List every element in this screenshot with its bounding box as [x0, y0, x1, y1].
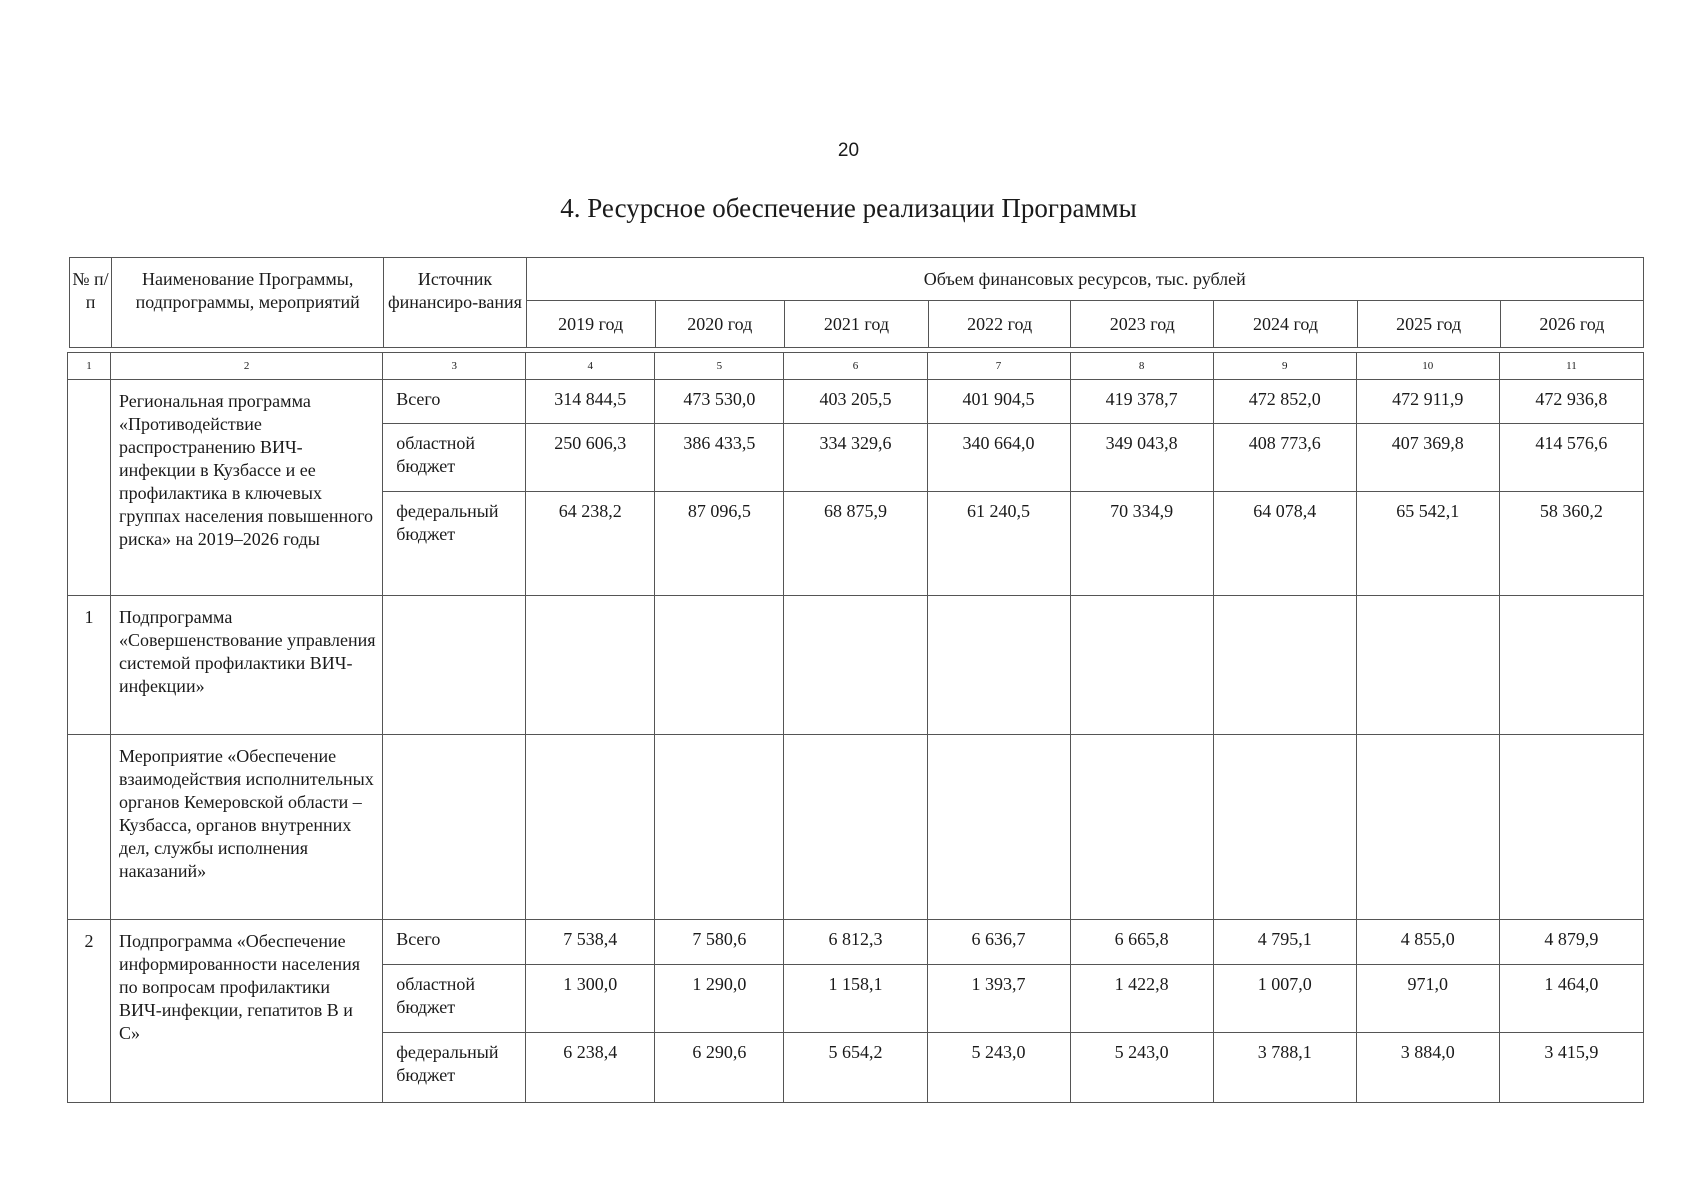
header-no: № п/п	[70, 258, 112, 348]
amount-cell: 1 300,0	[526, 965, 655, 1033]
funding-source: федеральный бюджет	[383, 492, 526, 596]
amount-cell: 1 393,7	[927, 965, 1070, 1033]
funding-source: федеральный бюджет	[383, 1033, 526, 1103]
amount-cell: 403 205,5	[784, 380, 927, 424]
amount-cell: 3 884,0	[1356, 1033, 1499, 1103]
header-name: Наименование Программы, подпрограммы, мероприятий	[112, 258, 384, 348]
amount-cell: 314 844,5	[526, 380, 655, 424]
amount-cell: 1 007,0	[1213, 965, 1356, 1033]
header-source: Источник финансиро-вания	[384, 258, 526, 348]
amount-cell: 472 936,8	[1499, 380, 1643, 424]
subprogram-name: Подпрограмма «Совершенствование управления системой профилактики ВИЧ-инфекции»	[111, 596, 383, 735]
amount-cell: 1 464,0	[1499, 965, 1643, 1033]
column-index: 2	[111, 353, 383, 380]
row-number: 2	[68, 920, 111, 1103]
amount-cell: 408 773,6	[1213, 424, 1356, 492]
column-index: 10	[1356, 353, 1499, 380]
column-index: 11	[1499, 353, 1643, 380]
amount-cell: 4 879,9	[1499, 920, 1643, 965]
column-index: 7	[927, 353, 1070, 380]
amount-cell: 5 243,0	[1070, 1033, 1213, 1103]
table-row	[68, 380, 1644, 424]
amount-cell: 340 664,0	[927, 424, 1070, 492]
amount-cell: 70 334,9	[1070, 492, 1213, 596]
amount-cell: 68 875,9	[784, 492, 927, 596]
header-volume: Объем финансовых ресурсов, тыс. рублей	[526, 258, 1643, 301]
funding-source: Всего	[383, 380, 526, 424]
column-index: 8	[1070, 353, 1213, 380]
column-index: 5	[655, 353, 784, 380]
column-index-row	[68, 353, 1644, 380]
section-title: 4. Ресурсное обеспечение реализации Программы	[560, 193, 1137, 223]
table-row	[68, 735, 1644, 920]
row-number	[68, 735, 111, 920]
page-number: 20	[837, 140, 860, 161]
table-body	[67, 352, 1644, 1103]
header-year: 2024 год	[1214, 301, 1357, 348]
header-year: 2019 год	[526, 301, 655, 348]
amount-cell: 5 243,0	[927, 1033, 1070, 1103]
amount-cell: 7 580,6	[655, 920, 784, 965]
subprogram-name: Подпрограмма «Обеспечение информированности населения по вопросам профилактики ВИЧ-инфекции, гепатитов В и С»	[111, 920, 383, 1103]
amount-cell: 6 238,4	[526, 1033, 655, 1103]
amount-cell: 4 855,0	[1356, 920, 1499, 965]
amount-cell: 61 240,5	[927, 492, 1070, 596]
header-year: 2022 год	[929, 301, 1071, 348]
amount-cell: 3 788,1	[1213, 1033, 1356, 1103]
header-year: 2026 год	[1500, 301, 1643, 348]
table-header	[69, 257, 1644, 348]
amount-cell: 6 812,3	[784, 920, 927, 965]
row-number: 1	[68, 596, 111, 735]
column-index: 6	[784, 353, 927, 380]
amount-cell: 419 378,7	[1070, 380, 1213, 424]
amount-cell: 407 369,8	[1356, 424, 1499, 492]
amount-cell: 4 795,1	[1213, 920, 1356, 965]
amount-cell: 7 538,4	[526, 920, 655, 965]
table-row	[68, 596, 1644, 735]
amount-cell: 472 911,9	[1356, 380, 1499, 424]
header-year: 2020 год	[655, 301, 784, 348]
amount-cell: 6 636,7	[927, 920, 1070, 965]
amount-cell: 1 422,8	[1070, 965, 1213, 1033]
amount-cell: 64 078,4	[1213, 492, 1356, 596]
funding-source: Всего	[383, 920, 526, 965]
header-year: 2025 год	[1357, 301, 1500, 348]
amount-cell: 6 665,8	[1070, 920, 1213, 965]
program-name: Региональная программа «Противодействие распространению ВИЧ-инфекции в Кузбассе и ее профилактика в ключевых группах населения повышенного риска» на 2019–2026 годы	[111, 380, 383, 596]
amount-cell: 334 329,6	[784, 424, 927, 492]
amount-cell: 64 238,2	[526, 492, 655, 596]
funding-source: областной бюджет	[383, 424, 526, 492]
amount-cell: 65 542,1	[1356, 492, 1499, 596]
amount-cell: 3 415,9	[1499, 1033, 1643, 1103]
column-index: 3	[383, 353, 526, 380]
header-year: 2023 год	[1071, 301, 1214, 348]
amount-cell: 473 530,0	[655, 380, 784, 424]
column-index: 4	[526, 353, 655, 380]
row-number	[68, 380, 111, 596]
amount-cell: 349 043,8	[1070, 424, 1213, 492]
amount-cell: 5 654,2	[784, 1033, 927, 1103]
amount-cell: 250 606,3	[526, 424, 655, 492]
header-year: 2021 год	[784, 301, 928, 348]
amount-cell: 87 096,5	[655, 492, 784, 596]
column-index: 9	[1213, 353, 1356, 380]
funding-source: областной бюджет	[383, 965, 526, 1033]
table-row	[68, 920, 1644, 965]
amount-cell: 401 904,5	[927, 380, 1070, 424]
amount-cell: 971,0	[1356, 965, 1499, 1033]
amount-cell: 414 576,6	[1499, 424, 1643, 492]
measure-name: Мероприятие «Обеспечение взаимодействия исполнительных органов Кемеровской области – Кузбасса, органов внутренних дел, службы исполнения наказаний»	[111, 735, 383, 920]
amount-cell: 472 852,0	[1213, 380, 1356, 424]
column-index: 1	[68, 353, 111, 380]
amount-cell: 1 290,0	[655, 965, 784, 1033]
amount-cell: 1 158,1	[784, 965, 927, 1033]
amount-cell: 58 360,2	[1499, 492, 1643, 596]
amount-cell: 386 433,5	[655, 424, 784, 492]
amount-cell: 6 290,6	[655, 1033, 784, 1103]
